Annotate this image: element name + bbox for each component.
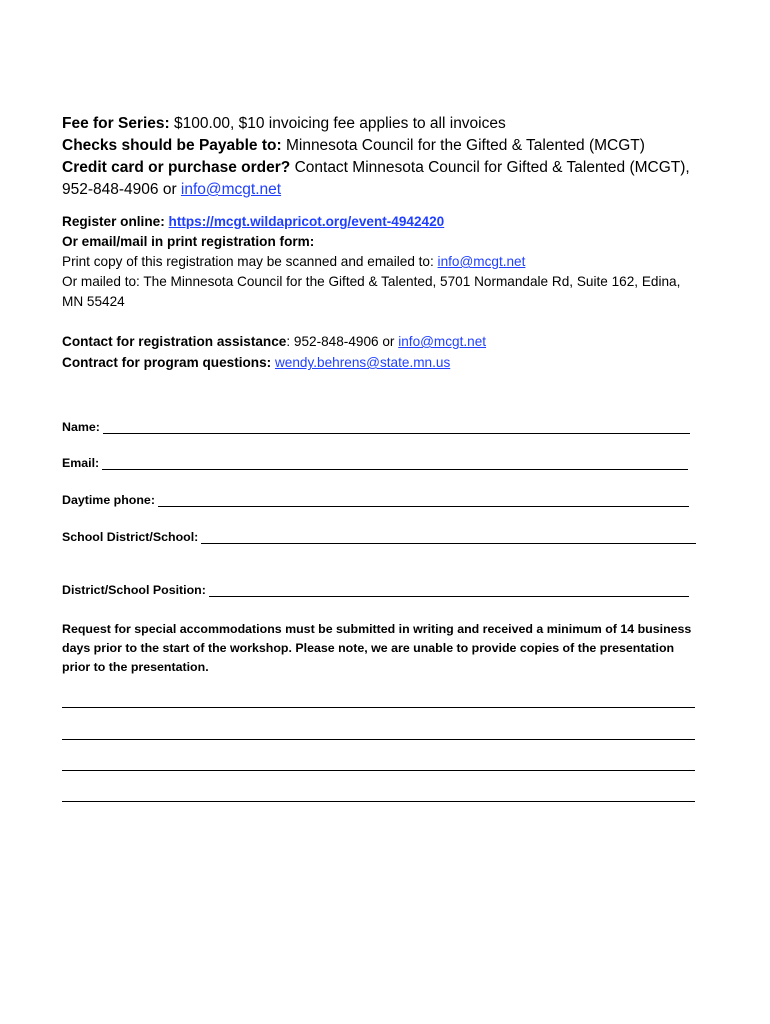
checks-payable-line — [62, 135, 702, 157]
program-label: Contract for program questions: — [62, 355, 272, 370]
scan-text: Print copy of this registration may be scanned and emailed to: — [62, 254, 438, 269]
accommodations-line-1[interactable] — [62, 707, 695, 708]
registration-page — [62, 113, 702, 674]
phone-line[interactable] — [158, 494, 689, 507]
accommodations-line-3[interactable] — [62, 770, 695, 771]
scan-line — [62, 252, 702, 272]
registration-section — [62, 212, 702, 312]
assistance-line — [62, 331, 702, 352]
position-label: District/School Position: — [62, 583, 206, 597]
credit-card-value: Contact Minnesota Council for Gifted & Talented (MCGT), 952-848-4906 or — [62, 159, 690, 198]
register-online-line — [62, 212, 702, 232]
program-email-link[interactable]: wendy.behrens@state.mn.us — [274, 355, 451, 370]
mailed-address: Or mailed to: The Minnesota Council for the Gifted & Talented, 5701 Normandale Rd, Suite 162, Edina, MN 55424 — [62, 274, 681, 309]
name-label: Name: — [62, 420, 100, 434]
fee-series-line — [62, 113, 702, 135]
name-line[interactable] — [103, 421, 690, 434]
accommodations-line-4[interactable] — [62, 801, 695, 802]
fee-section — [62, 113, 702, 201]
position-field[interactable] — [62, 583, 689, 597]
credit-email-link[interactable]: info@mcgt.net — [180, 181, 282, 198]
credit-card-line — [62, 157, 702, 201]
register-online-link[interactable] — [169, 214, 445, 229]
checks-payable-label: Checks should be Payable to: — [62, 137, 282, 154]
phone-label: Daytime phone: — [62, 493, 155, 507]
position-line[interactable] — [209, 584, 689, 597]
phone-field[interactable] — [62, 493, 689, 507]
fee-series-value: $100.00, $10 invoicing fee applies to all invoices — [169, 115, 506, 132]
contact-section — [62, 331, 702, 373]
credit-card-label: Credit card or purchase order? — [62, 159, 291, 176]
school-field[interactable] — [62, 530, 696, 544]
accommodations-line-2[interactable] — [62, 739, 695, 740]
fee-series-label: Fee for Series: — [62, 115, 170, 132]
email-line[interactable] — [102, 457, 688, 470]
register-online-label: Register online: — [62, 214, 165, 229]
assistance-value: : 952-848-4906 or — [286, 334, 399, 349]
mail-form-label: Or email/mail in print registration form: — [62, 234, 315, 249]
scan-email-link[interactable]: info@mcgt.net — [437, 254, 526, 269]
accommodations-note: Request for special accommodations must be submitted in writing and received a minimum of 14 business days prior to the start of the workshop. Please note, we are unable to provide copies of the presentation prior to the presentation. — [62, 622, 692, 674]
register-online-url: https://mcgt.wildapricot.org/event-4942420 — [168, 214, 445, 229]
school-line[interactable] — [201, 531, 696, 544]
name-field[interactable] — [62, 420, 690, 434]
checks-payable-value: Minnesota Council for the Gifted & Talented (MCGT) — [281, 137, 645, 154]
assistance-email-link[interactable]: info@mcgt.net — [398, 334, 487, 349]
assistance-label: Contact for registration assistance — [62, 334, 287, 349]
program-line — [62, 352, 702, 373]
email-field[interactable] — [62, 456, 688, 470]
mail-form-heading — [62, 232, 702, 252]
email-label: Email: — [62, 456, 100, 470]
school-label: School District/School: — [62, 530, 199, 544]
